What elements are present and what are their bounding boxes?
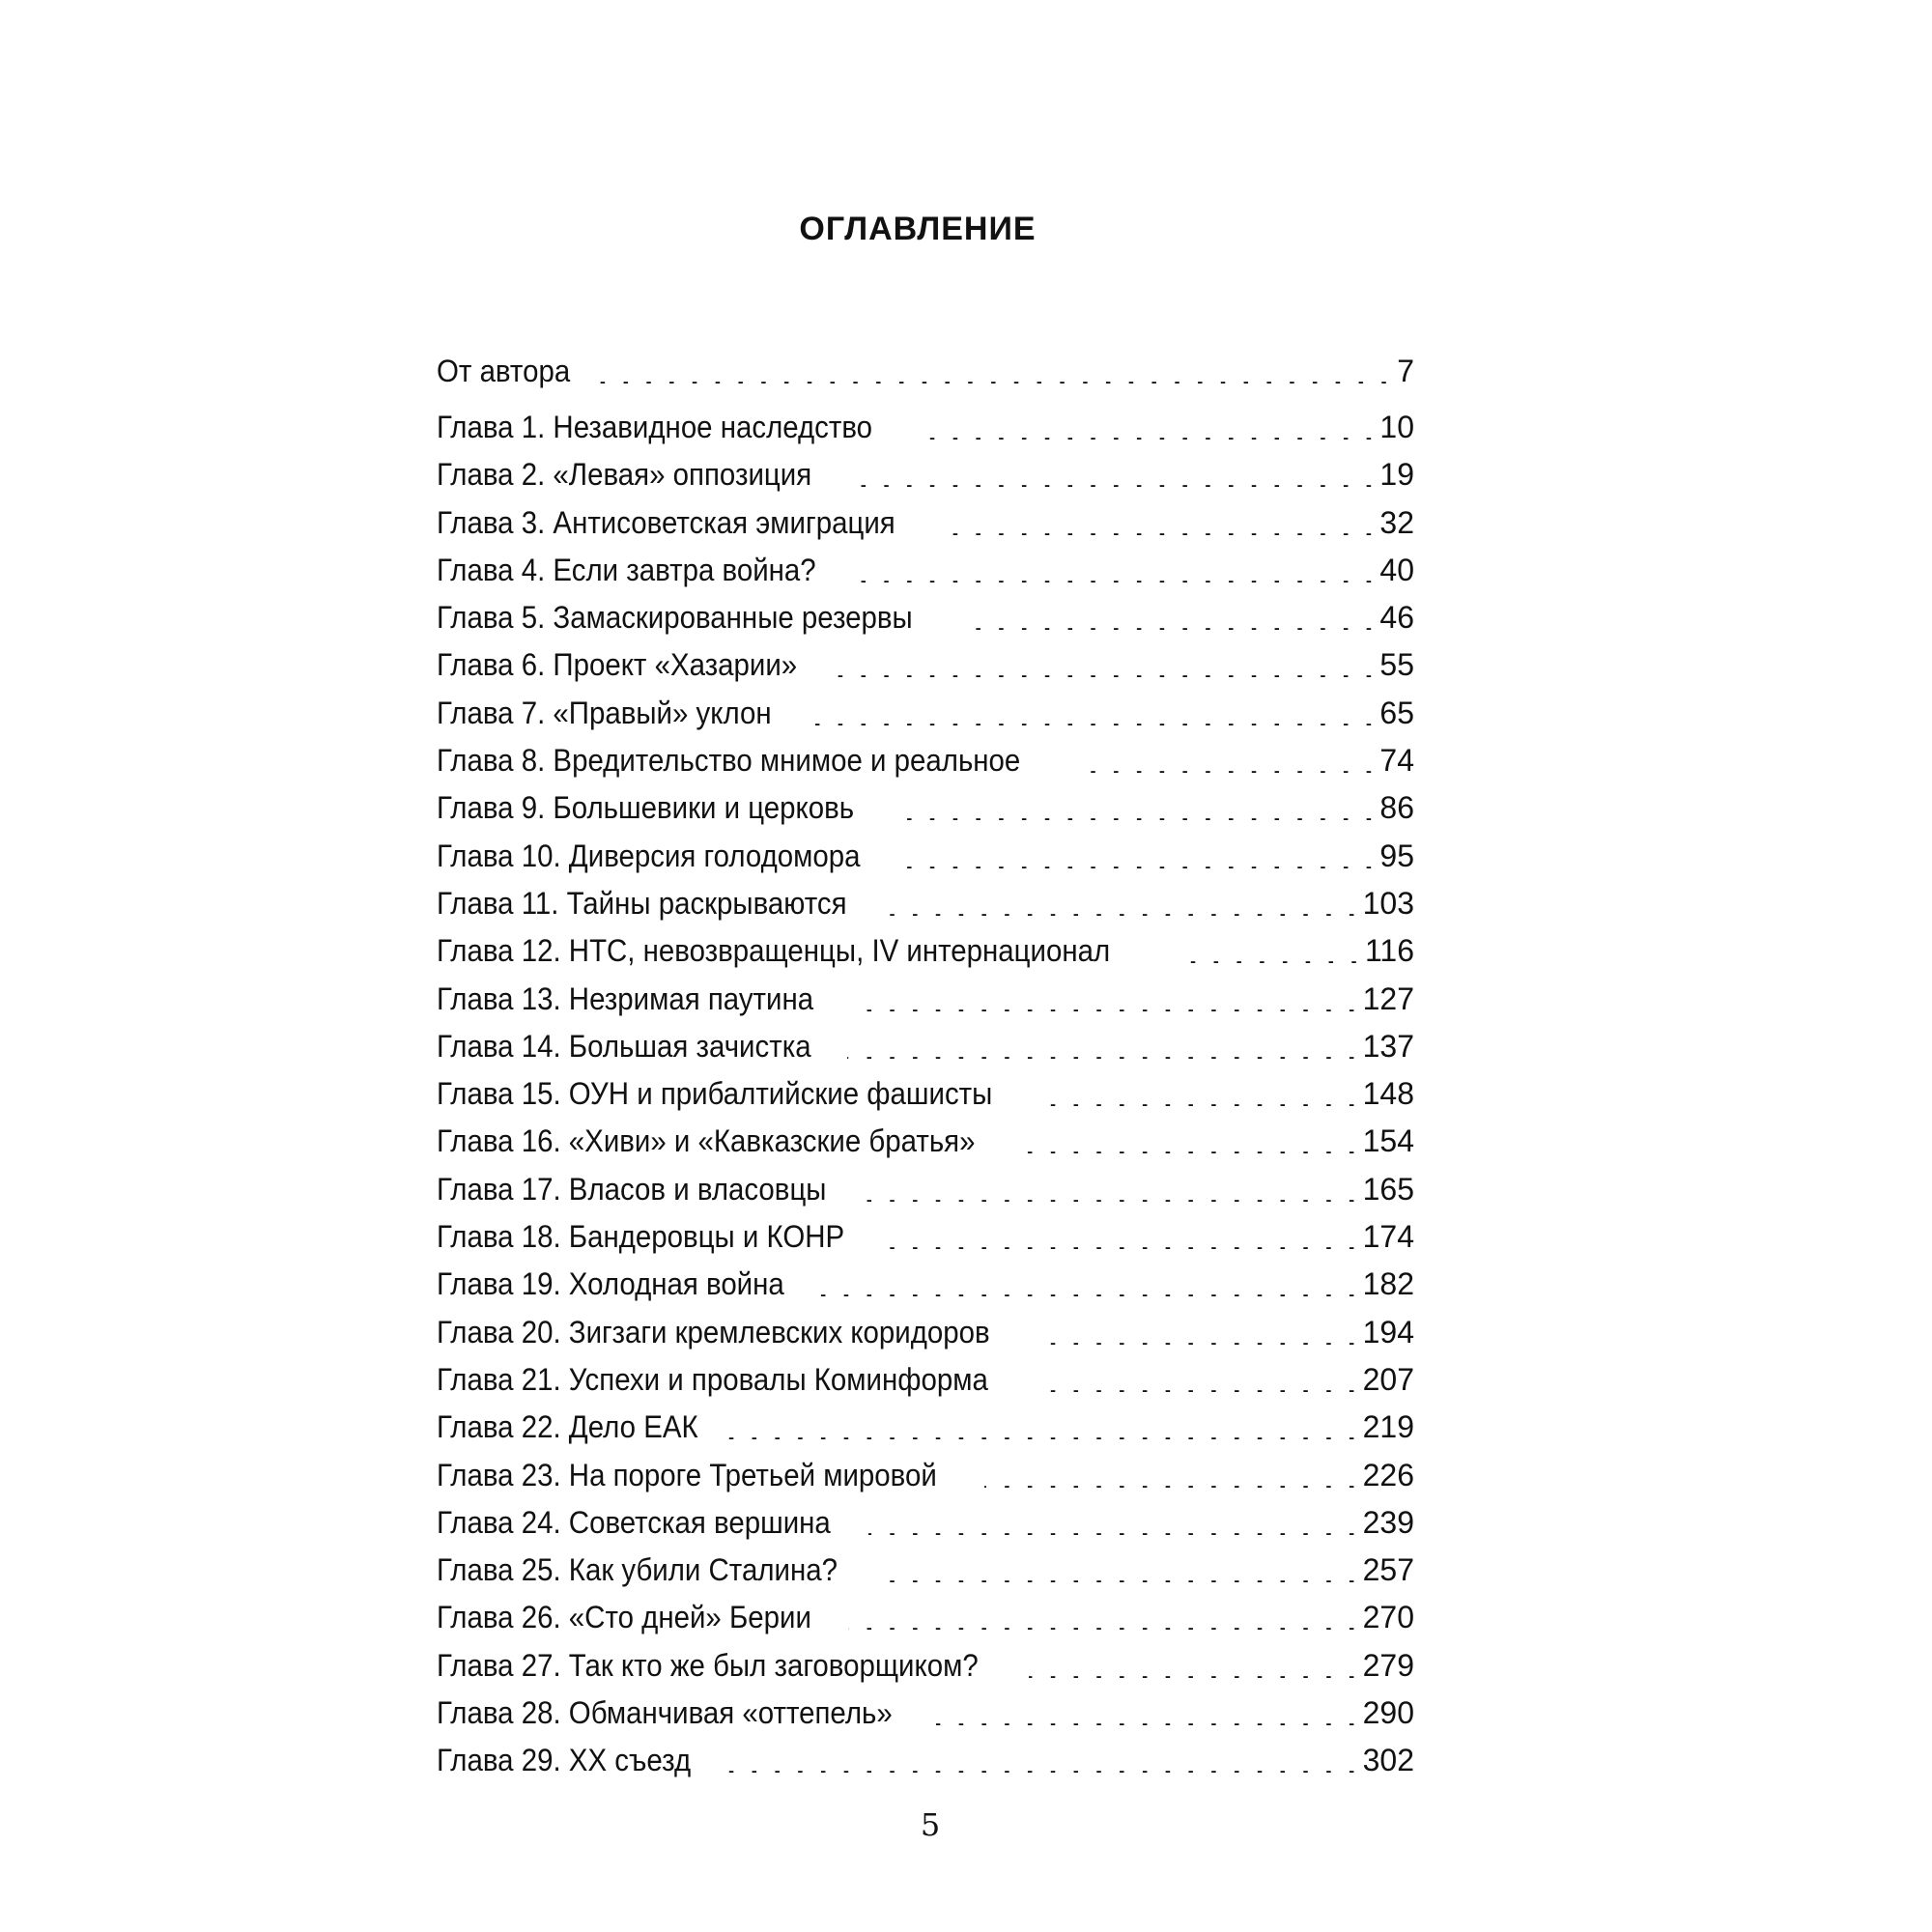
- toc-entry-page: 103: [1362, 885, 1414, 921]
- toc-entry: [437, 1166, 1414, 1213]
- toc-entry-page: 290: [1362, 1695, 1414, 1731]
- toc-entry-page: 194: [1362, 1314, 1414, 1350]
- toc-entry: [437, 1356, 1414, 1404]
- dot-leader: [876, 1551, 1359, 1582]
- toc-entry: [437, 690, 1414, 737]
- toc-entry-page: 74: [1379, 743, 1414, 779]
- toc-entry-title: Глава 17. Власов и власовцы: [437, 1171, 827, 1207]
- toc-entry-page: 279: [1362, 1647, 1414, 1683]
- toc-entry-page: 270: [1362, 1600, 1414, 1635]
- toc-entry-title: От автора: [437, 354, 571, 388]
- toc-entry-page: 174: [1362, 1219, 1414, 1255]
- toc-entry-title: Глава 26. «Сто дней» Берии: [437, 1600, 811, 1635]
- page-title: ОГЛАВЛЕНИЕ: [799, 211, 1037, 247]
- dot-leader: [868, 1504, 1358, 1535]
- table-of-contents: [437, 348, 1414, 1785]
- dot-leader: [1029, 1647, 1358, 1678]
- toc-entry: [437, 1023, 1414, 1070]
- toc-entry-title: Глава 14. Большая зачистка: [437, 1028, 811, 1064]
- toc-entry-page: 239: [1362, 1504, 1414, 1540]
- toc-entry-page: 182: [1362, 1266, 1414, 1302]
- toc-entry: [437, 348, 1414, 404]
- toc-entry: [437, 1737, 1414, 1784]
- toc-entry-page: 55: [1379, 647, 1414, 683]
- toc-entry: [437, 594, 1414, 641]
- toc-entry: [437, 1452, 1414, 1499]
- toc-entry-title: Глава 18. Бандеровцы и КОНР: [437, 1219, 845, 1255]
- dot-leader: [848, 1599, 1359, 1630]
- toc-entry: [437, 976, 1414, 1023]
- toc-entry-title: Глава 10. Диверсия голодомора: [437, 838, 861, 873]
- toc-entry-title: Глава 20. Зигзаги кремлевских коридоров: [437, 1314, 990, 1350]
- toc-entry-title: Глава 24. Советская вершина: [437, 1504, 831, 1540]
- toc-entry-page: 19: [1379, 457, 1414, 493]
- toc-entry: [437, 880, 1414, 927]
- toc-entry: [437, 1404, 1414, 1451]
- toc-entry-page: 40: [1379, 552, 1414, 587]
- toc-entry: [437, 499, 1414, 547]
- toc-entry: [437, 404, 1414, 451]
- toc-entry: [437, 784, 1414, 832]
- toc-entry-page: 86: [1379, 790, 1414, 826]
- dot-leader: [939, 504, 1376, 535]
- toc-entry-title: Глава 29. XX съезд: [437, 1743, 692, 1778]
- dot-leader: [848, 456, 1376, 487]
- dot-leader: [724, 1408, 1358, 1439]
- toc-entry-title: Глава 22. Дело ЕАК: [437, 1409, 698, 1445]
- dot-leader: [853, 552, 1377, 582]
- toc-entry-page: 46: [1379, 600, 1414, 636]
- toc-entry-title: Глава 19. Холодная война: [437, 1266, 784, 1302]
- dot-leader: [1039, 1361, 1358, 1392]
- toc-entry: [437, 1070, 1414, 1118]
- dot-leader: [886, 885, 1358, 916]
- toc-entry: [437, 641, 1414, 689]
- dot-leader: [1075, 742, 1377, 773]
- toc-entry-title: Глава 15. ОУН и прибалтийские фашисты: [437, 1076, 993, 1112]
- dot-leader: [850, 980, 1359, 1011]
- toc-entry-title: Глава 6. Проект «Хазарии»: [437, 647, 798, 683]
- toc-entry-title: Глава 27. Так кто же был заговорщиком?: [437, 1647, 979, 1683]
- dot-leader: [901, 838, 1377, 868]
- toc-entry-page: 7: [1397, 354, 1414, 388]
- dot-leader: [1173, 932, 1361, 963]
- dot-leader: [865, 1171, 1359, 1202]
- toc-entry: [437, 451, 1414, 498]
- dot-leader: [717, 1742, 1359, 1773]
- toc-entry-title: Глава 21. Успехи и провалы Коминформа: [437, 1361, 988, 1397]
- toc-entry: [437, 1499, 1414, 1547]
- toc-entry-title: Глава 12. НТС, невозвращенцы, IV интернационал: [437, 933, 1111, 969]
- toc-entry-page: 207: [1362, 1361, 1414, 1397]
- dot-leader: [1041, 1314, 1358, 1345]
- toc-entry: [437, 1309, 1414, 1356]
- toc-entry-title: Глава 13. Незримая паутина: [437, 980, 814, 1016]
- toc-entry-title: Глава 5. Замаскированные резервы: [437, 600, 913, 636]
- toc-entry-page: 226: [1362, 1457, 1414, 1492]
- toc-entry-title: Глава 7. «Правый» уклон: [437, 695, 772, 730]
- toc-entry-title: Глава 16. «Хиви» и «Кавказские братья»: [437, 1123, 976, 1159]
- toc-entry: [437, 1213, 1414, 1261]
- dot-leader: [847, 1028, 1358, 1059]
- toc-entry-title: Глава 9. Большевики и церковь: [437, 790, 855, 826]
- dot-leader: [1044, 1075, 1358, 1106]
- toc-entry-page: 148: [1362, 1076, 1414, 1112]
- dot-leader: [884, 1218, 1359, 1249]
- toc-entry-page: 219: [1362, 1409, 1414, 1445]
- toc-entry: [437, 1594, 1414, 1641]
- toc-entry-page: 302: [1362, 1743, 1414, 1778]
- page-number: 5: [920, 1806, 941, 1843]
- toc-entry-page: 137: [1362, 1028, 1414, 1064]
- toc-entry-title: Глава 8. Вредительство мнимое и реальное: [437, 743, 1021, 779]
- toc-entry-title: Глава 3. Антисоветская эмиграция: [437, 504, 895, 540]
- toc-entry-page: 65: [1379, 695, 1414, 730]
- dot-leader: [984, 1457, 1359, 1488]
- dot-leader: [833, 646, 1377, 677]
- toc-entry: [437, 1261, 1414, 1308]
- toc-entry: [437, 1642, 1414, 1690]
- toc-entry-page: 32: [1379, 504, 1414, 540]
- toc-entry-title: Глава 2. «Левая» оппозиция: [437, 457, 812, 493]
- toc-entry-title: Глава 4. Если завтра война?: [437, 552, 816, 587]
- toc-entry-title: Глава 28. Обманчивая «оттепель»: [437, 1695, 893, 1731]
- dot-leader: [818, 1265, 1359, 1296]
- toc-entry-page: 116: [1364, 933, 1414, 969]
- toc-entry: [437, 737, 1414, 784]
- toc-entry: [437, 1690, 1414, 1737]
- dot-leader: [585, 353, 1391, 384]
- toc-entry-title: Глава 23. На пороге Третьей мировой: [437, 1457, 937, 1492]
- toc-entry-page: 10: [1379, 410, 1414, 444]
- toc-entry-page: 257: [1362, 1552, 1414, 1588]
- toc-entry-title: Глава 11. Тайны раскрываются: [437, 885, 847, 921]
- dot-leader: [936, 1694, 1359, 1725]
- dot-leader: [914, 409, 1376, 440]
- toc-entry-title: Глава 1. Незавидное наследство: [437, 410, 873, 444]
- toc-entry: [437, 927, 1414, 975]
- toc-entry: [437, 547, 1414, 594]
- dot-leader: [895, 789, 1377, 820]
- toc-entry: [437, 1118, 1414, 1165]
- dot-leader: [958, 599, 1377, 630]
- toc-entry-page: 154: [1362, 1123, 1414, 1159]
- toc-entry: [437, 1547, 1414, 1594]
- toc-entry: [437, 833, 1414, 880]
- toc-entry-page: 95: [1379, 838, 1414, 873]
- dot-leader: [805, 695, 1377, 725]
- toc-entry-page: 165: [1362, 1171, 1414, 1207]
- toc-entry-page: 127: [1362, 980, 1414, 1016]
- toc-entry-title: Глава 25. Как убили Сталина?: [437, 1552, 838, 1588]
- dot-leader: [1026, 1122, 1359, 1153]
